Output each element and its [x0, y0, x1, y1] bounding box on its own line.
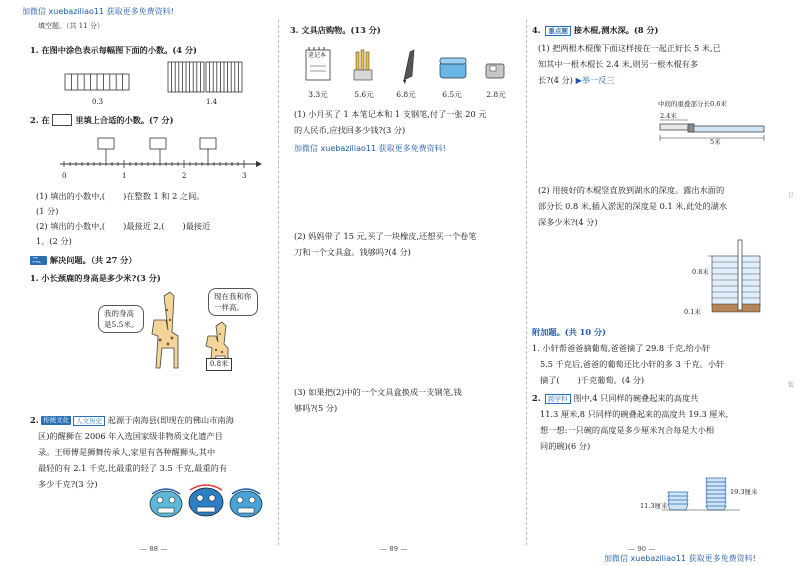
watermark-top: 加微信 xuebaziliao11 获取更多免费资料!	[22, 7, 174, 16]
extra-1-line-3	[540, 374, 644, 387]
tick-2: 2	[182, 172, 187, 180]
q4-line-3: 录。王师傅是狮舞传承人,家里有各种醒狮头,其中	[38, 447, 216, 457]
extra-2-line-3: 想一想:一只碗的高度是多少厘米?(合每是大小相	[540, 425, 715, 435]
extra-2-line-4: 同的碗)(6 分)	[540, 441, 591, 451]
extra-2-text: 图中,4 只同样的碗叠起来的高度共	[573, 393, 699, 403]
question-2-post: 里填上合适的小数。(7 分)	[75, 115, 174, 125]
q2b-line-2: 1。(2 分)	[36, 236, 72, 246]
sub1-line-2: 的人民币,应找回多少钱?(3 分)	[294, 125, 406, 135]
page-number-90: — 90 —	[628, 545, 656, 553]
stick-sub1-line-2: 知其中一根木棍长 2.4 米,则另一根木棍有多	[538, 59, 699, 69]
sub2-line-1: (2) 妈妈带了 15 元,买了一块橡皮,还想买一个卷笔	[294, 231, 477, 241]
question-2	[30, 114, 173, 127]
big-giraffe-icon	[152, 292, 178, 368]
above-water-length: 0.8米	[692, 268, 709, 276]
question-1: 1. 在图中涂色表示每幅图下面的小数。(4 分)	[30, 45, 197, 55]
box-height-label: 0.8米	[206, 358, 232, 371]
extra-1-text-b: )千克葡萄。(4 分)	[577, 375, 645, 385]
lion-head-1-icon	[150, 489, 182, 517]
notebook-label: 笔记本	[308, 52, 327, 59]
price-sharpener: 2.8元	[486, 90, 506, 99]
strip-b	[168, 62, 242, 92]
cut-section-header: 填空题。（共 11 分）	[38, 22, 104, 30]
pencil-case-icon	[440, 58, 466, 78]
answer-box[interactable]	[52, 114, 72, 126]
bowl-4-height: 11.3厘米	[640, 502, 668, 510]
price-pencils: 5.6元	[354, 90, 374, 99]
watermark-bottom: 加微信 xuebaziliao11 获取更多免费资料!	[604, 554, 756, 563]
mud-depth: 0.1米	[684, 308, 701, 316]
stick-sub1-text: 长?(4 分)	[538, 75, 573, 85]
q4-line-4: 最轻的有 2.1 千克,比最重的轻了 3.5 千克,最重的有	[38, 463, 228, 473]
q2a-text-2: )在整数 1 和 2 之间。	[123, 191, 205, 201]
tag-interdisciplinary: 跨学科	[545, 394, 571, 404]
q2b-text: (2) 填出的小数中,(	[36, 221, 106, 231]
extra-2-number: 2.	[532, 393, 541, 403]
bowl-stack-8-icon	[706, 478, 726, 510]
extra-2-line-1	[532, 392, 698, 405]
extra-section-title: 附加题。(共 10 分)	[532, 327, 606, 337]
section-badge: 二、	[32, 256, 45, 264]
lion-heads-illustration	[148, 474, 268, 524]
giraffe-illustration	[146, 290, 256, 370]
pencil-sharpener-icon	[486, 64, 504, 78]
column-divider-left	[278, 20, 279, 545]
tick-0: 0	[62, 172, 67, 180]
question-2-pre: 2. 在	[30, 115, 50, 125]
tag-key-question: 重点题	[545, 26, 571, 36]
extra-1-line-1: 1. 小轩帮爸爸摘葡萄,爸爸摘了 29.8 千克,给小轩	[532, 343, 711, 353]
fountain-pen-icon	[403, 50, 414, 84]
bowl-stack-4-icon	[668, 492, 688, 510]
watermark-middle: 加微信 xuebaziliao11 获取更多免费资料!	[294, 144, 446, 153]
question-stationery: 3. 文具店购物。(13 分)	[290, 25, 381, 35]
lion-head-2-icon	[189, 485, 223, 516]
tag-traditional-culture: 传统文化	[43, 416, 70, 424]
q4-line-2: 区)的醒狮在 2006 年入选国家级非物质文化遗产目	[38, 431, 223, 441]
price-pencil-case: 6.5元	[442, 90, 462, 99]
binding-mark-1: 订	[788, 192, 795, 199]
page-number-88: — 88 —	[140, 545, 168, 553]
question-2-part-2	[36, 220, 210, 233]
column-left	[30, 22, 265, 542]
number-line	[60, 134, 260, 184]
column-right	[532, 22, 770, 542]
q2b-text-3: )最接近	[182, 221, 211, 231]
speech-bubble-right: 现在我和你 一样高。	[208, 288, 258, 316]
total-length: 5米	[710, 138, 721, 146]
sub3-line-1: (3) 如果把(2)中的一个文具盒换成一支钢笔,钱	[294, 387, 462, 397]
number-line-boxes	[98, 138, 216, 162]
q4-line-1: 起源于南海县(即现在的佛山市南海	[107, 415, 234, 425]
link-similar-practice[interactable]: ▶举一反三	[575, 75, 615, 85]
speech-bubble-left: 我的身高 是5.5米。	[98, 305, 144, 333]
stick-sub2-line-3: 深多少米?(4 分)	[538, 217, 598, 227]
tick-3: 3	[242, 172, 247, 180]
question-stick: 4. 重点题 接木棍,测水深。(8 分)	[532, 25, 659, 35]
stick-sub2-line-1: (2) 用接好的木棍竖直放到湖水的深度。露出水面的	[538, 185, 725, 195]
q2b-text-2: )最接近 2,(	[123, 221, 165, 231]
stick-a-length: 2.4米	[660, 112, 677, 120]
q2a-text: (1) 填出的小数中,(	[36, 191, 106, 201]
question-lion-dance-line-1: 2. 传统文化 人文历史 起源于南海县(即现在的佛山市南海	[30, 415, 234, 425]
q2a-score: (1 分)	[36, 206, 59, 216]
q4-line-5: 多少千克?(3 分)	[38, 479, 98, 489]
pencils-icon	[354, 50, 372, 80]
question-giraffe: 1. 小长颈鹿的身高是多少米?(3 分)	[30, 273, 161, 283]
stick-sub1-line-3	[538, 74, 615, 87]
strip-a-value: 0.3	[92, 98, 104, 106]
sub2-line-2: 刀和一个文具盒。钱够吗?(4 分)	[294, 247, 411, 257]
sub3-line-2: 够吗?(5 分)	[294, 403, 338, 413]
page-number-89: — 89 —	[380, 545, 408, 553]
extra-2-line-2: 11.3 厘米,8 只同样的碗叠起来的高度共 19.3 厘米,	[540, 409, 729, 419]
strip-a	[65, 74, 129, 90]
lion-head-3-icon	[230, 489, 262, 517]
price-pen: 6.8元	[396, 90, 416, 99]
stationery-items	[306, 46, 516, 86]
stick-title: 接木棍,测水深。(8 分)	[573, 25, 659, 35]
tag-humanities: 人文历史	[73, 416, 105, 426]
bowl-8-height: 19.3厘米	[730, 488, 758, 496]
question-2-part-1	[36, 190, 204, 203]
column-divider-right	[526, 20, 527, 545]
sub1-line-1: (1) 小月买了 1 本笔记本和 1 支钢笔,付了一张 20 元	[294, 109, 487, 119]
tick-1: 1	[122, 172, 127, 180]
extra-1-line-2: 5.5 千克后,爸爸的葡萄还比小轩的多 3 千克。小轩	[540, 359, 725, 369]
price-notebook: 3.3元	[308, 90, 328, 99]
stick-sub1-line-1: (1) 把两根木棍像下面这样接在一起正好长 5 米,已	[538, 43, 721, 53]
binding-mark-2: 装	[788, 382, 795, 389]
section-title: 解决问题。（共 27 分）	[49, 255, 137, 265]
lake-depth-diagram	[712, 238, 762, 316]
stick-sub2-line-2: 部分长 0.8 米,插入淤泥的深度是 0.1 米,此处的湖水	[538, 201, 728, 211]
column-middle	[290, 22, 522, 542]
extra-1-text-a: 摘了(	[540, 375, 560, 385]
overlap-note: 中间的重叠部分长0.6米	[658, 100, 727, 108]
strip-b-value: 1.4	[206, 98, 218, 106]
section-solve-header	[30, 254, 137, 267]
